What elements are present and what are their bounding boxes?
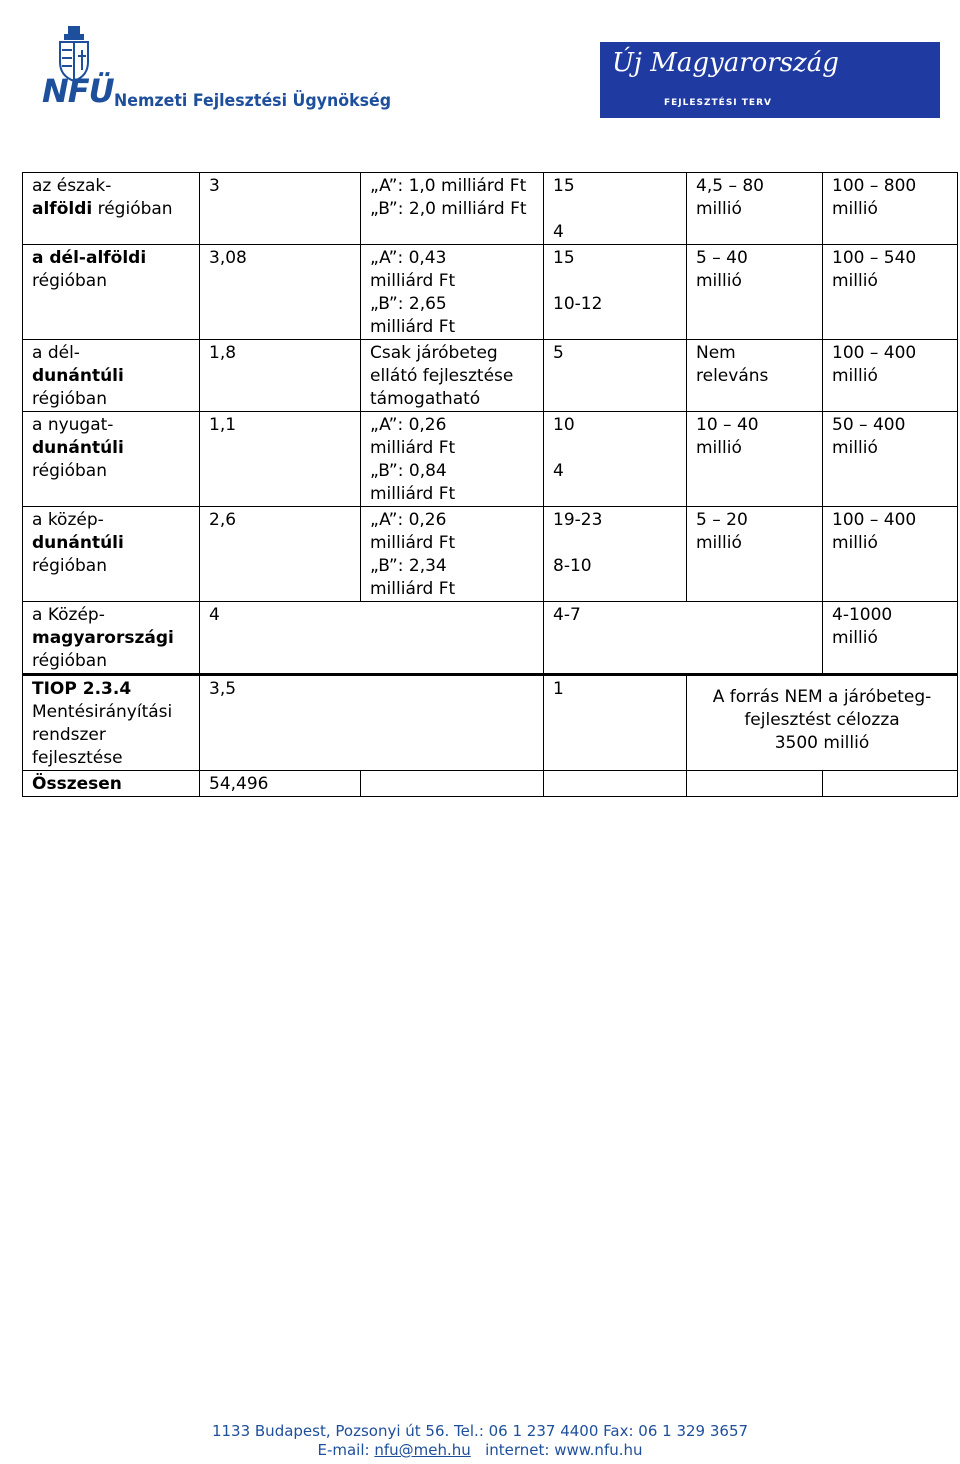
funding-line: támogatható bbox=[370, 389, 481, 409]
note-line: fejlesztést célozza bbox=[744, 710, 900, 730]
count-value: 10 bbox=[553, 415, 575, 435]
range1-cell bbox=[687, 173, 823, 245]
range-value: 10 – 40 bbox=[696, 415, 759, 435]
value-cell: 3 bbox=[200, 173, 361, 245]
value-cell: 1,8 bbox=[200, 340, 361, 412]
region-label: a Közép- bbox=[32, 605, 105, 625]
funding-line: „A”: 0,26 bbox=[370, 415, 447, 435]
region-label: alföldi bbox=[32, 199, 93, 219]
region-label: régióban bbox=[32, 556, 107, 576]
note-cell bbox=[687, 675, 958, 771]
count-cell: 1 bbox=[544, 675, 687, 771]
count-cell bbox=[544, 507, 687, 602]
region-label: dunántúli bbox=[32, 366, 124, 386]
range1-cell bbox=[687, 245, 823, 340]
range-unit: millió bbox=[696, 438, 742, 458]
count-cell bbox=[544, 412, 687, 507]
range-unit: millió bbox=[832, 366, 878, 386]
range-value: 100 – 540 bbox=[832, 248, 917, 268]
range-value: 5 – 40 bbox=[696, 248, 748, 268]
footer-contacts bbox=[0, 1441, 960, 1460]
value-cell: 3,08 bbox=[200, 245, 361, 340]
region-label: régióban bbox=[97, 199, 173, 219]
region-label: régióban bbox=[32, 461, 107, 481]
footer-address: 1133 Budapest, Pozsonyi út 56. Tel.: 06 1 237 4400 Fax: 06 1 329 3657 bbox=[211, 1422, 749, 1440]
count-cell bbox=[544, 245, 687, 340]
total-value: 54,496 bbox=[200, 771, 361, 797]
range-unit: millió bbox=[832, 628, 878, 648]
funding-cell bbox=[361, 245, 544, 340]
range-value: 5 – 20 bbox=[696, 510, 748, 530]
funding-line: milliárd Ft bbox=[370, 438, 456, 458]
range-value: Nem bbox=[696, 343, 736, 363]
funding-line: milliárd Ft bbox=[370, 317, 456, 337]
web-link[interactable]: internet: www.nfu.hu bbox=[485, 1441, 643, 1459]
funding-line: „B”: 2,34 bbox=[370, 556, 447, 576]
range2-cell bbox=[823, 245, 958, 340]
range-value: 100 – 400 bbox=[832, 510, 917, 530]
count-value: 5 bbox=[553, 343, 564, 363]
region-cell bbox=[23, 173, 200, 245]
count-value: 15 bbox=[553, 176, 575, 196]
umft-title: Új Magyarország bbox=[612, 48, 839, 78]
range2-cell bbox=[823, 602, 958, 675]
funding-line: Csak járóbeteg bbox=[370, 343, 498, 363]
range-unit: millió bbox=[832, 438, 878, 458]
range-unit: millió bbox=[832, 533, 878, 553]
region-label: régióban bbox=[32, 271, 107, 291]
funding-line: „A”: 0,26 bbox=[370, 510, 447, 530]
note-line: 3500 millió bbox=[774, 733, 870, 753]
region-label: a dél- bbox=[32, 343, 80, 363]
note-line: A forrás NEM a járóbeteg- bbox=[712, 687, 932, 707]
count-cell bbox=[544, 340, 687, 412]
table-row bbox=[23, 771, 958, 797]
funding-line: „A”: 0,43 bbox=[370, 248, 447, 268]
range-value: 50 – 400 bbox=[832, 415, 906, 435]
range1-cell bbox=[687, 340, 823, 412]
region-label: dunántúli bbox=[32, 533, 124, 553]
count-value: 15 bbox=[553, 248, 575, 268]
program-cell bbox=[23, 675, 200, 771]
count-value: 10-12 bbox=[553, 294, 603, 314]
range-unit: releváns bbox=[696, 366, 769, 386]
count-value: 4 bbox=[553, 222, 564, 242]
agency-name: Nemzeti Fejlesztési Ügynökség bbox=[114, 91, 392, 111]
funding-line: „B”: 0,84 bbox=[370, 461, 447, 481]
funding-cell bbox=[361, 340, 544, 412]
count-cell bbox=[544, 173, 687, 245]
empty-cell bbox=[361, 771, 544, 797]
funding-line: „B”: 2,65 bbox=[370, 294, 447, 314]
region-label: a nyugat- bbox=[32, 415, 114, 435]
range2-cell bbox=[823, 507, 958, 602]
program-label: TIOP 2.3.4 bbox=[32, 679, 132, 699]
region-cell bbox=[23, 340, 200, 412]
umft-subtitle: FEJLESZTÉSI TERV bbox=[664, 98, 772, 108]
region-label: régióban bbox=[32, 651, 107, 671]
program-desc: fejlesztése bbox=[32, 748, 123, 768]
value-cell: 3,5 bbox=[200, 675, 544, 771]
funding-cell bbox=[361, 412, 544, 507]
region-cell bbox=[23, 245, 200, 340]
range-unit: millió bbox=[832, 199, 878, 219]
range-value: 100 – 400 bbox=[832, 343, 917, 363]
region-label: dunántúli bbox=[32, 438, 124, 458]
funding-line: milliárd Ft bbox=[370, 484, 456, 504]
empty-cell bbox=[544, 771, 687, 797]
region-cell bbox=[23, 507, 200, 602]
empty-cell bbox=[687, 771, 823, 797]
funding-line: ellátó fejlesztése bbox=[370, 366, 514, 386]
umft-logo bbox=[600, 42, 940, 118]
range2-cell bbox=[823, 173, 958, 245]
value-cell: 4 bbox=[200, 602, 544, 675]
range-unit: millió bbox=[832, 271, 878, 291]
value-cell: 2,6 bbox=[200, 507, 361, 602]
nfu-letters: NFÜ bbox=[42, 72, 114, 110]
range-unit: millió bbox=[696, 271, 742, 291]
range-value: 4,5 – 80 bbox=[696, 176, 764, 196]
region-cell bbox=[23, 412, 200, 507]
count-value: 8-10 bbox=[553, 556, 592, 576]
range-value: 100 – 800 bbox=[832, 176, 917, 196]
nfu-logo bbox=[40, 22, 392, 122]
funding-cell bbox=[361, 173, 544, 245]
region-label: a közép- bbox=[32, 510, 104, 530]
range-value: 4-1000 bbox=[832, 605, 893, 625]
funding-line: milliárd Ft bbox=[370, 579, 456, 599]
program-desc: Mentésirányítási bbox=[32, 702, 173, 722]
funding-line: milliárd Ft bbox=[370, 533, 456, 553]
regions-table bbox=[22, 172, 958, 797]
range-unit: millió bbox=[696, 533, 742, 553]
range2-cell bbox=[823, 412, 958, 507]
count-cell: 4-7 bbox=[544, 602, 823, 675]
range-unit: millió bbox=[696, 199, 742, 219]
region-label: az észak- bbox=[32, 176, 112, 196]
email-link[interactable]: nfu@meh.hu bbox=[374, 1441, 471, 1459]
region-label: a dél-alföldi bbox=[32, 248, 147, 268]
range1-cell bbox=[687, 412, 823, 507]
funding-line: „B”: 2,0 milliárd Ft bbox=[370, 199, 527, 219]
count-value: 19-23 bbox=[553, 510, 603, 530]
email-label: E-mail: bbox=[317, 1441, 370, 1459]
table-row bbox=[23, 173, 958, 245]
empty-cell bbox=[823, 771, 958, 797]
total-label: Összesen bbox=[23, 771, 200, 797]
table-row bbox=[23, 507, 958, 602]
footer bbox=[0, 1422, 960, 1460]
program-desc: rendszer bbox=[32, 725, 106, 745]
region-label: magyarországi bbox=[32, 628, 174, 648]
funding-line: milliárd Ft bbox=[370, 271, 456, 291]
range1-cell bbox=[687, 507, 823, 602]
table-row bbox=[23, 675, 958, 771]
value-cell: 1,1 bbox=[200, 412, 361, 507]
table-row bbox=[23, 602, 958, 675]
region-label: régióban bbox=[32, 389, 107, 409]
funding-cell bbox=[361, 507, 544, 602]
table-row bbox=[23, 245, 958, 340]
count-value: 4 bbox=[553, 461, 564, 481]
region-cell bbox=[23, 602, 200, 675]
funding-line: „A”: 1,0 milliárd Ft bbox=[370, 176, 527, 196]
table-row bbox=[23, 412, 958, 507]
range2-cell bbox=[823, 340, 958, 412]
table-row bbox=[23, 340, 958, 412]
